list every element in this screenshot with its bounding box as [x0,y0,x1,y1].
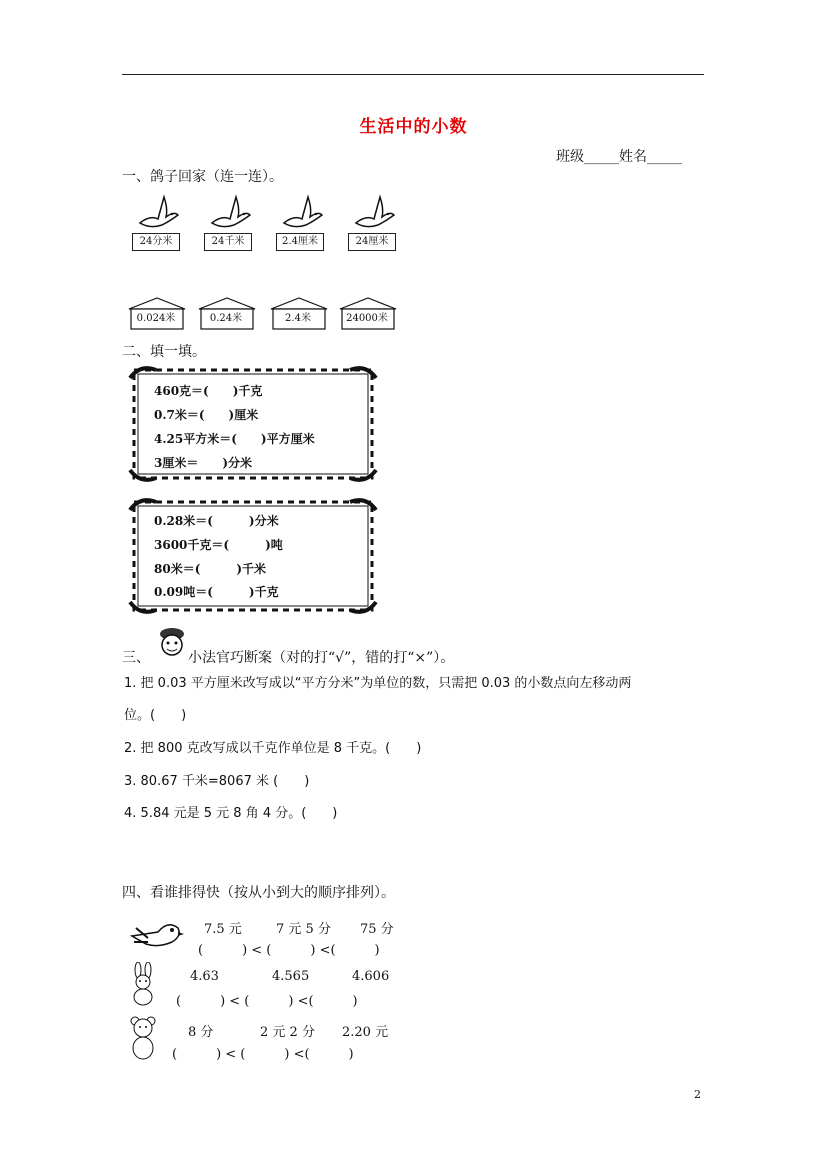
fill-item: 0.28米＝( )分米 [154,514,279,528]
dove-card [274,193,330,251]
dove-icon [352,193,396,233]
house-card [197,297,257,331]
order-blanks: ( ) < ( ) <( ) [176,994,358,1009]
page-title: 生活中的小数 [359,117,468,137]
fill-item: 0.7米＝( )厘米 [154,408,259,422]
page-number: 2 [694,1088,701,1101]
fill-item: 460克＝( )千克 [154,384,263,398]
fill-item: 80米＝( )千米 [154,562,267,576]
order-value: 2 元 2 分 [260,1025,315,1040]
fill-item: 4.25平方米＝( )平方厘米 [154,432,315,446]
dove-label: 2.4厘米 [276,233,324,251]
dove-icon [136,193,180,233]
fill-box-2 [128,496,378,616]
dove-label: 24厘米 [348,233,396,251]
order-value: 7.5 元 [204,922,242,937]
order-value: 4.63 [190,969,219,984]
house-card [127,297,187,331]
header-rule [122,74,704,75]
section3-heading: 小法官巧断案（对的打“√”，错的打“×”）。 [188,650,455,666]
house-card [269,297,329,331]
house-label: 0.024米 [136,313,176,324]
section1-heading: 一、鸽子回家（连一连）。 [122,169,283,185]
judge-item: 3. 80.67 千米=8067 米 ( ) [124,774,310,789]
judge-item: 2. 把 800 克改写成以千克作单位是 8 千克。( ) [124,741,422,756]
order-blanks: ( ) < ( ) <( ) [198,943,380,958]
rabbit-icon [128,962,158,1010]
house-label: 2.4米 [285,313,311,324]
dove-icon [280,193,324,233]
dove-card [202,193,258,251]
judge-item: 位。( ) [124,708,187,723]
judge-item: 4. 5.84 元是 5 元 8 角 4 分。( ) [124,806,338,821]
house-label: 0.24米 [209,313,243,324]
judge-face-icon [158,625,186,663]
class-name-line: 班级_____姓名_____ [556,149,682,165]
bear-icon [128,1014,158,1064]
fill-item: 3600千克＝( )吨 [154,538,283,552]
bird-icon [128,914,186,960]
order-value: 2.20 元 [342,1025,389,1040]
house-card [338,297,398,331]
dove-label: 24千米 [204,233,252,251]
order-value: 7 元 5 分 [276,922,331,937]
dove-icon [208,193,252,233]
order-value: 75 分 [360,922,394,937]
fill-item: 0.09吨＝( )千克 [154,585,279,599]
dove-label: 24分米 [132,233,180,251]
order-value: 8 分 [188,1025,214,1040]
dove-card [130,193,186,251]
order-value: 4.565 [272,969,310,984]
order-value: 4.606 [352,969,390,984]
section2-heading: 二、填一填。 [122,344,206,360]
dove-card [346,193,402,251]
section4-heading: 四、看谁排得快（按从小到大的顺序排列）。 [122,885,395,901]
fill-box-1 [128,364,378,484]
section3-prefix: 三、 [122,650,150,666]
fill-item: 3厘米＝ )分米 [154,456,253,470]
order-blanks: ( ) < ( ) <( ) [172,1047,354,1062]
house-label: 24000米 [346,313,388,324]
judge-item: 1. 把 0.03 平方厘米改写成以“平方分米”为单位的数，只需把 0.03 的小数点向左移动两 [124,676,632,691]
